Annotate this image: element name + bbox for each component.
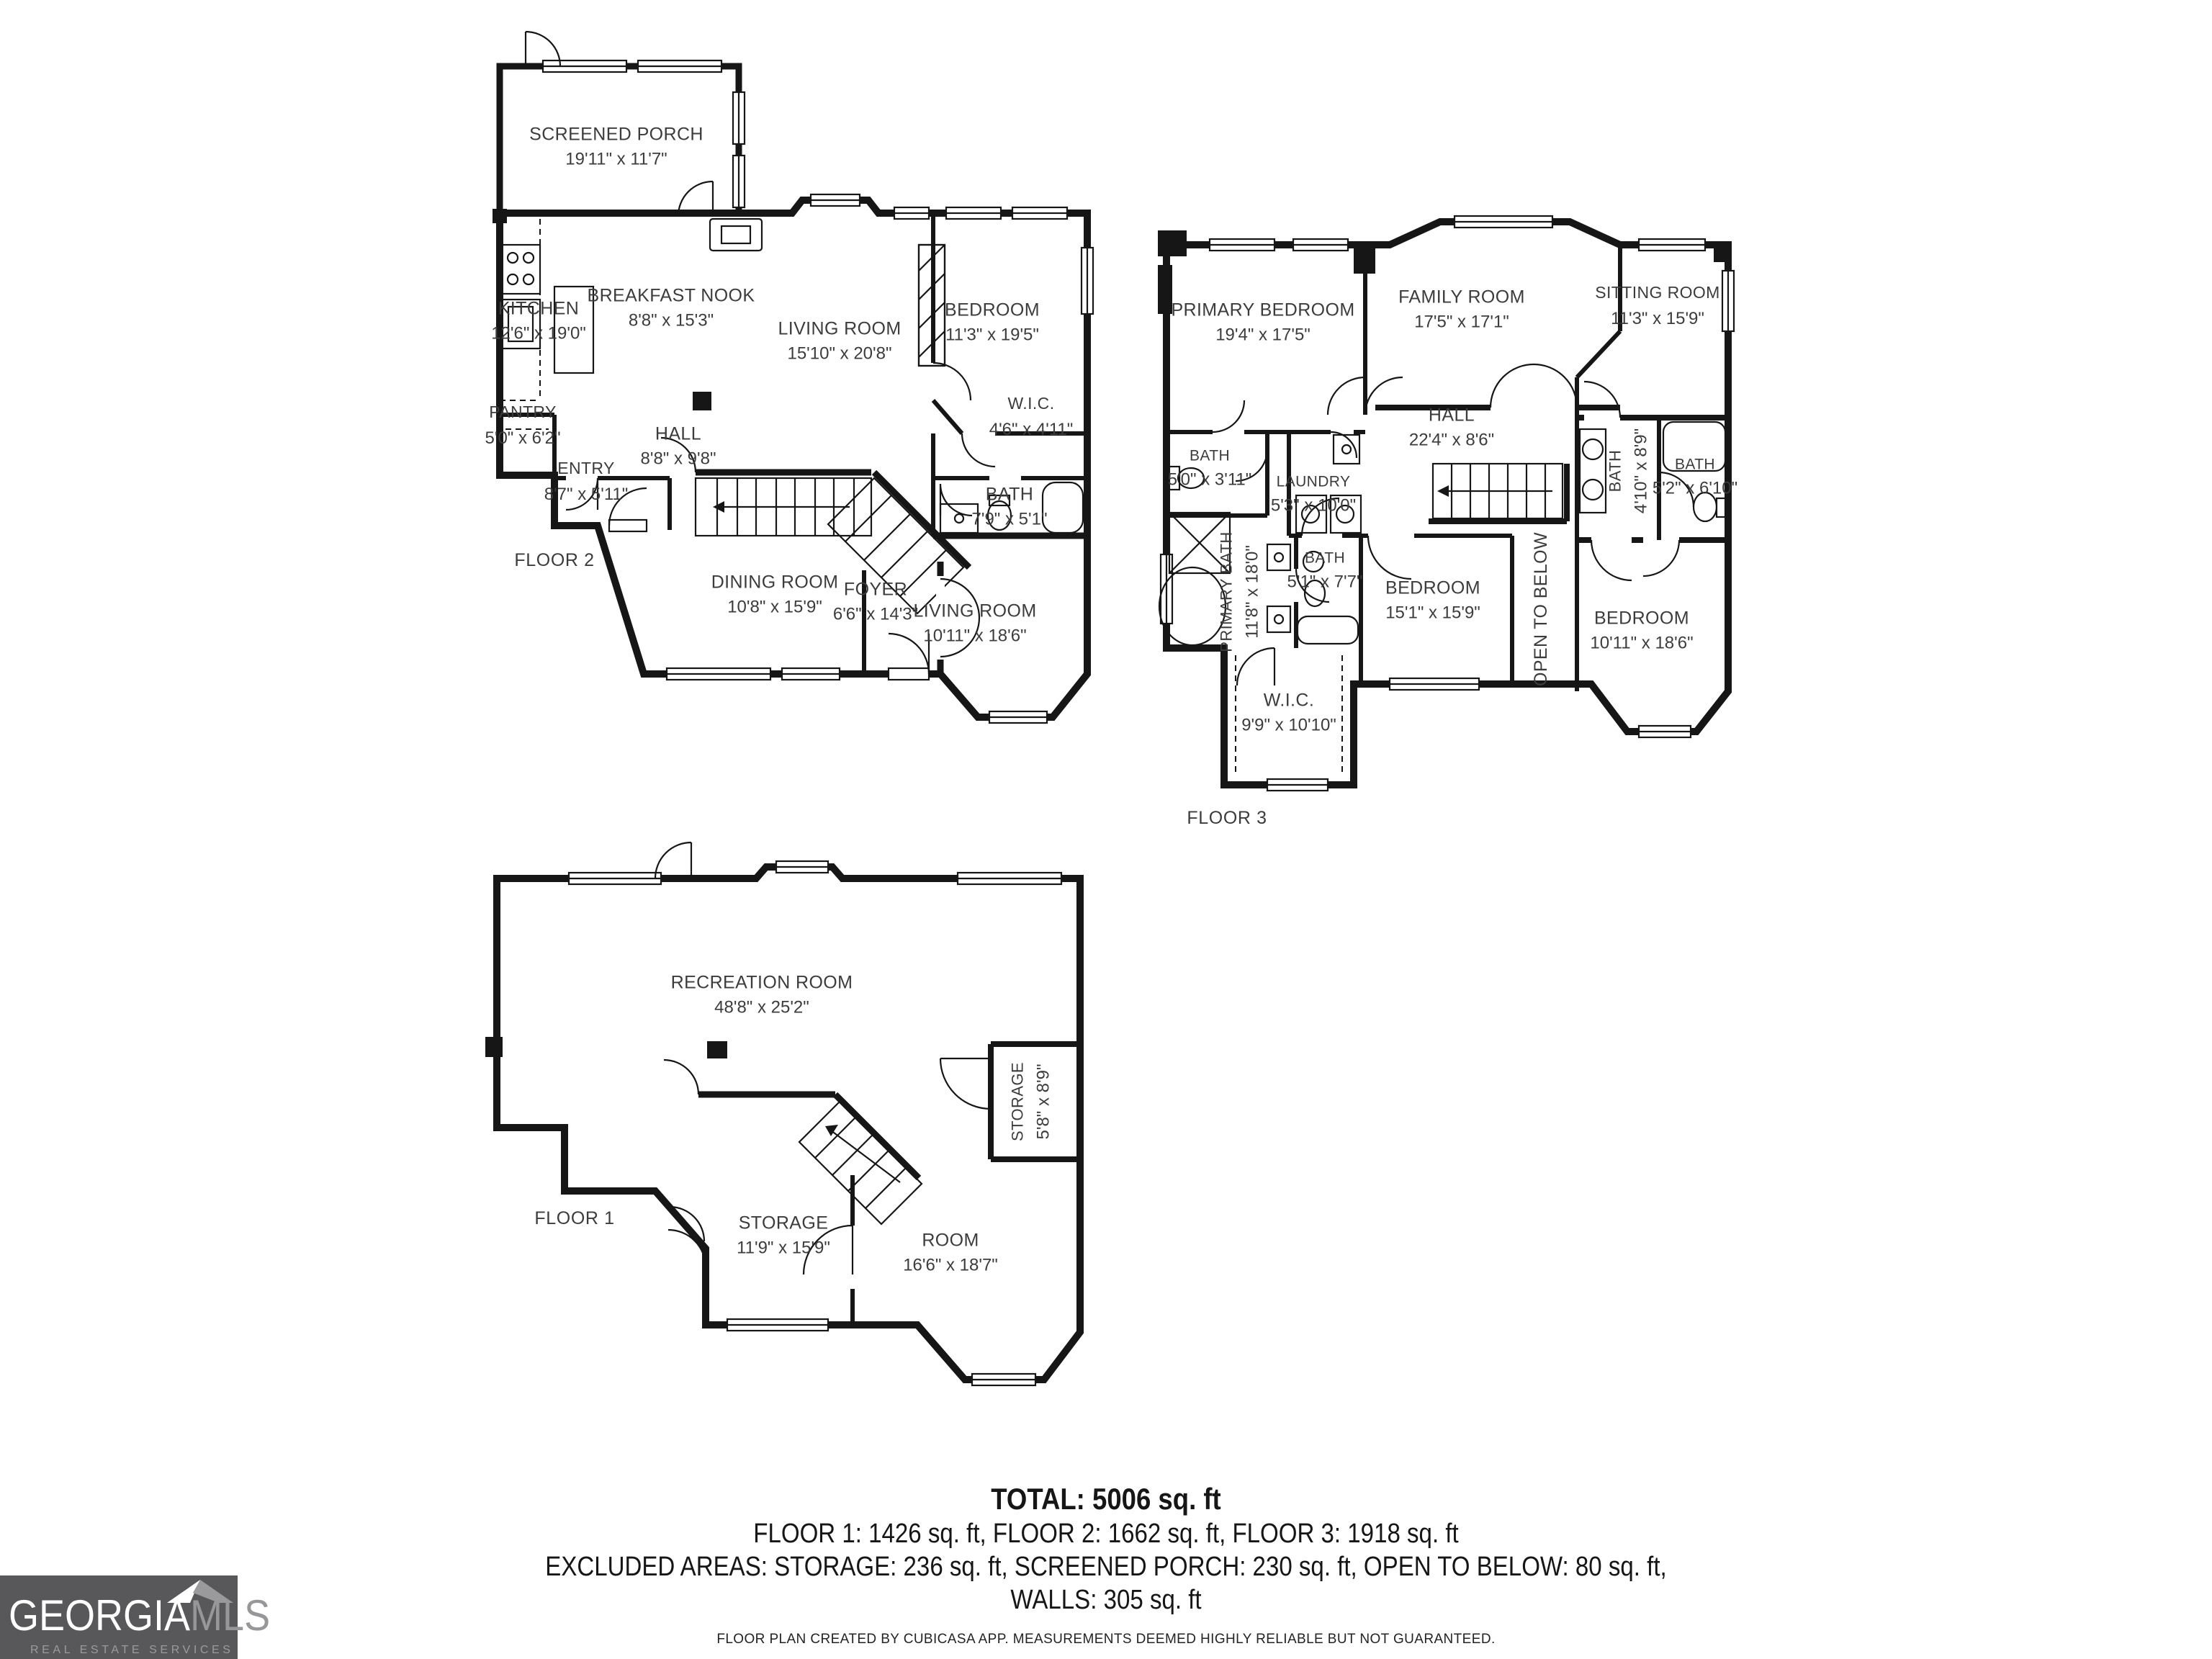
- room-label: W.I.C. 9'9" x 10'10": [1241, 690, 1336, 735]
- room-label: SITTING ROOM 11'3" x 15'9": [1595, 284, 1720, 328]
- room-label: KITCHEN 12'6" x 19'0": [491, 298, 586, 343]
- excluded-areas-text: EXCLUDED AREAS: STORAGE: 236 sq. ft, SCREENED PORCH: 230 sq. ft, OPEN TO BELOW: 80 sq. ft,: [545, 1552, 1667, 1583]
- room-label: FOYER 6'6" x 14'3": [832, 579, 919, 624]
- logo-tagline: REAL ESTATE SERVICES: [30, 1643, 234, 1656]
- logo-brand-text: GEORGIAMLS: [9, 1593, 271, 1640]
- area-summary: [0, 1483, 2212, 1617]
- floor-caption: FLOOR 1: [534, 1208, 615, 1228]
- floor-1-plan-drawing: [482, 857, 1116, 1433]
- room-label: PANTRY 5'0" x 6'2": [485, 404, 561, 448]
- room-label: BATH 4'10" x 8'9": [1607, 428, 1651, 514]
- room-label: RECREATION ROOM 48'8" x 25'2": [670, 972, 853, 1017]
- room-label: HALL 8'8" x 9'8": [640, 423, 716, 469]
- floor-caption: FLOOR 2: [514, 550, 595, 570]
- disclaimer-text: FLOOR PLAN CREATED BY CUBICASA APP. MEASUREMENTS DEEMED HIGHLY RELIABLE BUT NOT GUARANTEED.: [716, 1632, 1496, 1647]
- room-label: HALL 22'4" x 8'6": [1408, 405, 1495, 450]
- room-label: ENTRY 8'7" x 5'11": [544, 460, 629, 504]
- walls-area-text: WALLS: 305 sq. ft: [1010, 1586, 1202, 1616]
- room-label: BEDROOM 10'11" x 18'6": [1590, 608, 1694, 653]
- floor-caption: FLOOR 3: [1187, 808, 1267, 828]
- room-label: LIVING ROOM 10'11" x 18'6": [913, 601, 1037, 646]
- room-label: BATH 5'0" x 3'11": [1167, 447, 1252, 490]
- floor-3-plan: [1152, 202, 1800, 878]
- floor-areas-text: FLOOR 1: 1426 sq. ft, FLOOR 2: 1662 sq. ft, FLOOR 3: 1918 sq. ft: [753, 1519, 1459, 1550]
- room-label: ROOM 16'6" x 18'7": [903, 1230, 998, 1275]
- room-label: W.I.C. 4'6" x 4'11": [989, 395, 1074, 439]
- room-label: BREAKFAST NOOK 8'8" x 15'3": [587, 285, 755, 331]
- floor-2-plan: [482, 29, 1116, 778]
- room-label: STORAGE 11'9" x 15'9": [737, 1213, 830, 1258]
- georgia-mls-logo: [0, 1575, 271, 1659]
- room-label: LAUNDRY 5'3" x 10'0": [1270, 473, 1357, 516]
- floor-1-plan: [482, 857, 1116, 1433]
- room-label: BATH 7'9" x 5'1": [971, 484, 1048, 529]
- room-label: OPEN TO BELOW: [1530, 531, 1551, 687]
- room-label: DINING ROOM 10'8" x 15'9": [711, 572, 839, 617]
- room-label: BATH 5'1" x 7'7": [1287, 549, 1363, 592]
- room-label: BEDROOM 11'3" x 19'5": [945, 300, 1040, 345]
- room-label: STORAGE 5'8" x 8'9": [1010, 1062, 1053, 1141]
- room-label: BEDROOM 15'1" x 15'9": [1385, 577, 1480, 623]
- room-label: PRIMARY BATH 11'8" x 18'0": [1218, 531, 1262, 652]
- total-area-text: TOTAL: 5006 sq. ft: [991, 1483, 1221, 1516]
- room-label: FAMILY ROOM 17'5" x 17'1": [1398, 287, 1525, 332]
- room-label: SCREENED PORCH 19'11" x 11'7": [529, 124, 703, 169]
- room-label: PRIMARY BEDROOM 19'4" x 17'5": [1171, 300, 1355, 345]
- room-label: BATH 5'2" x 6'10": [1652, 456, 1738, 498]
- room-label: LIVING ROOM 15'10" x 20'8": [778, 318, 902, 364]
